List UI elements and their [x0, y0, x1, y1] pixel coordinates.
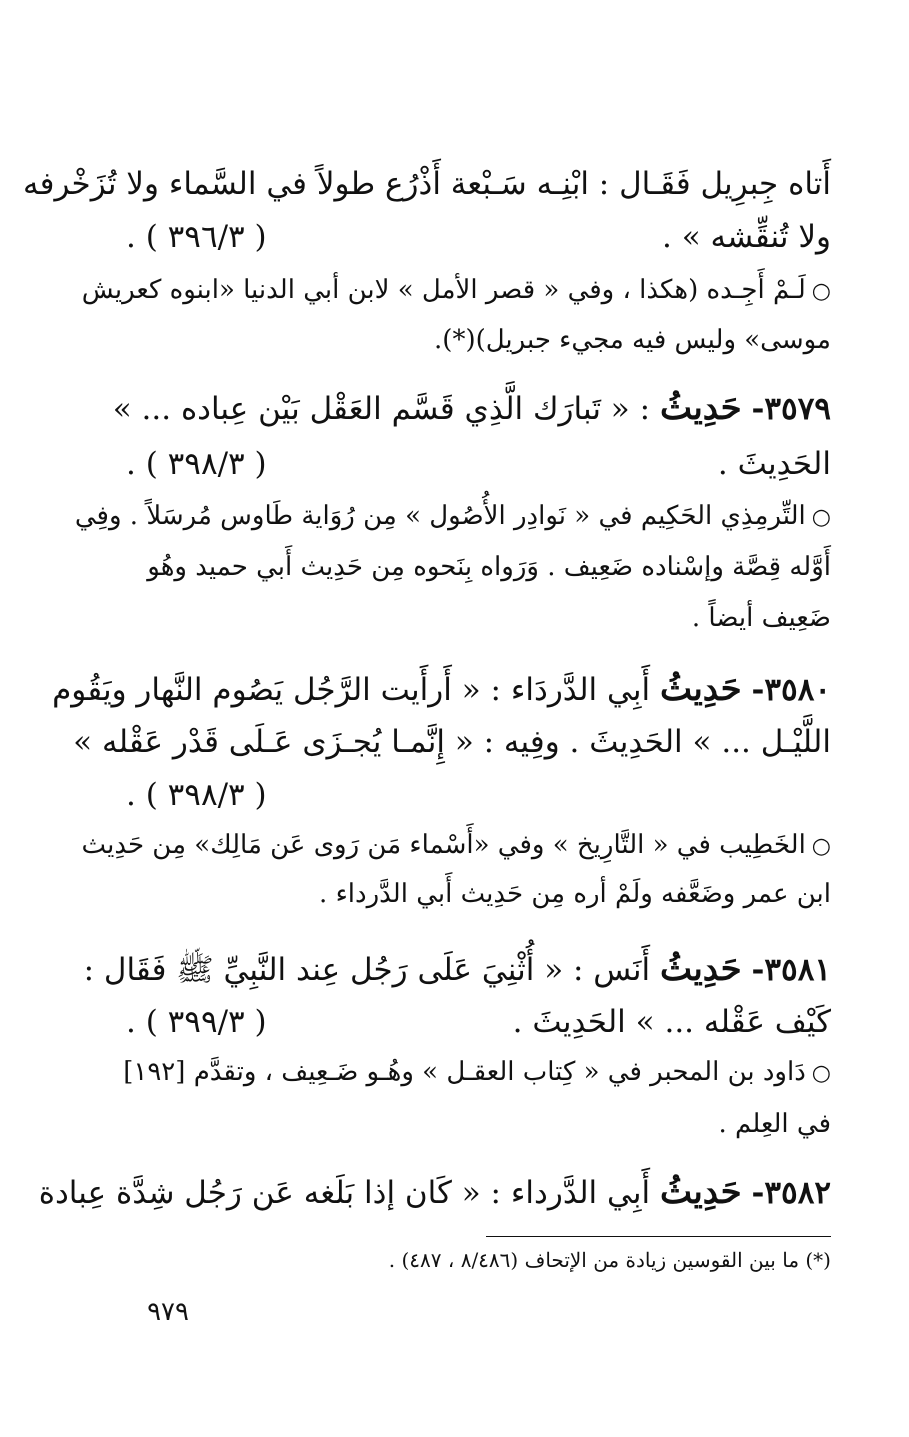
hadith-number: ٣٥٨١-: [751, 952, 831, 988]
text-line: أَتاه جِبرِيل فَقَـال : ابْنِـه سَـبْعة أَذْرُع طولاً في السَّماء ولا تُزَخْرفه: [23, 166, 831, 202]
circle-icon: ○: [811, 505, 831, 530]
circle-icon: ○: [811, 834, 831, 859]
note-line: [123, 1050, 831, 1094]
hadith-heading-3581: [83, 945, 831, 993]
note-line: [81, 268, 831, 312]
volume-page-reference: ( ٣٩٨/٣ ) .: [126, 446, 267, 482]
text-segment: ولا تُنقِّشه » .: [662, 219, 831, 255]
note-line: في العِلم .: [718, 1109, 831, 1139]
note-line: [81, 823, 831, 867]
note-line: ابن عمر وضَعَّفه ولَمْ أره مِن حَدِيث أَبي الدَّرداء .: [319, 879, 831, 909]
volume-page-reference: ( ٣٩٨/٣ ) .: [126, 777, 267, 813]
hadith-heading-3580: [52, 665, 831, 713]
note-text: دَاود بن المحبر في « كِتاب العقـل » وهُـو ضَـعِيف ، وتقدَّم [١٩٢]: [123, 1057, 806, 1087]
note-line: موسى» وليس فيه مجيء جبريل)(*).: [434, 325, 831, 355]
hadith-heading-3582: [38, 1168, 831, 1216]
text-segment: كَيْف عَقْله ... » الحَدِيثَ .: [512, 1004, 831, 1040]
volume-page-reference: ( ٣٩٩/٣ ) .: [126, 1004, 267, 1040]
footnote-divider: [486, 1236, 831, 1237]
note-line: أَوَّله قِصَّة وإسْناده ضَعِيف . وَرَواه بِنَحوه مِن حَدِيث أَبي حميد وهُو: [147, 552, 831, 582]
hadith-keyword: حَدِيثُ: [659, 949, 742, 989]
text-segment: الحَدِيثَ .: [717, 446, 831, 482]
footnote: (*) ما بين القوسين زيادة من الإتحاف (٨/٤٨٦ ، ٤٨٧) .: [388, 1248, 831, 1272]
hadith-number: ٣٥٧٩-: [751, 391, 831, 427]
page-number: ٩٧٩: [147, 1297, 189, 1327]
circle-icon: ○: [811, 279, 831, 304]
text-line: [126, 213, 831, 261]
note-text: الخَطِيب في « التَّارِيخ » وفي «أَسْماء مَن رَوى عَن مَالِك» مِن حَدِيث: [81, 830, 806, 860]
hadith-text: أَبِي الدَّرداء : « كَان إذا بَلَغه عَن رَجُل شِدَّة عِبادة: [38, 1175, 651, 1211]
hadith-number: ٣٥٨٠-: [751, 672, 831, 708]
note-line: [74, 494, 831, 538]
hadith-keyword: حَدِيثُ: [659, 388, 742, 428]
hadith-text: : « تَبارَك الَّذِي قَسَّم العَقْل بَيْن عِباده ... »: [112, 391, 651, 427]
text-line: [126, 771, 831, 819]
text-line: [126, 440, 831, 488]
hadith-keyword: حَدِيثُ: [659, 1172, 742, 1212]
hadith-text: أَنَس : « أُثْنِيَ عَلَى رَجُل عِند النَّبِيِّ ﷺ فَقَال :: [83, 952, 651, 988]
hadith-number: ٣٥٨٢-: [751, 1175, 831, 1211]
hadith-text: أَبِي الدَّردَاء : « أَرأَيت الرَّجُل يَصُوم النَّهار ويَقُوم: [52, 672, 651, 708]
volume-page-reference: ( ٣٩٦/٣ ) .: [126, 219, 267, 255]
text-line: [126, 998, 831, 1046]
text-line: اللَّيْـل ... » الحَدِيثَ . وفِيه : « إِنَّمـا يُجـزَى عَـلَى قَدْر عَقْله »: [73, 724, 831, 760]
note-text: التِّرمِذِي الحَكِيم في « نَوادِر الأُصُول » مِن رُوَاية طَاوس مُرسَلاً . وفِي: [74, 501, 806, 531]
note-line: ضَعِيف أيضاً .: [691, 603, 831, 633]
hadith-keyword: حَدِيثُ: [659, 669, 742, 709]
hadith-heading-3579: [112, 384, 831, 432]
note-text: لَـمْ أَجِـده (هكذا ، وفي « قصر الأمل » لابن أبي الدنيا «ابنوه كعريش: [81, 275, 806, 305]
circle-icon: ○: [811, 1061, 831, 1086]
